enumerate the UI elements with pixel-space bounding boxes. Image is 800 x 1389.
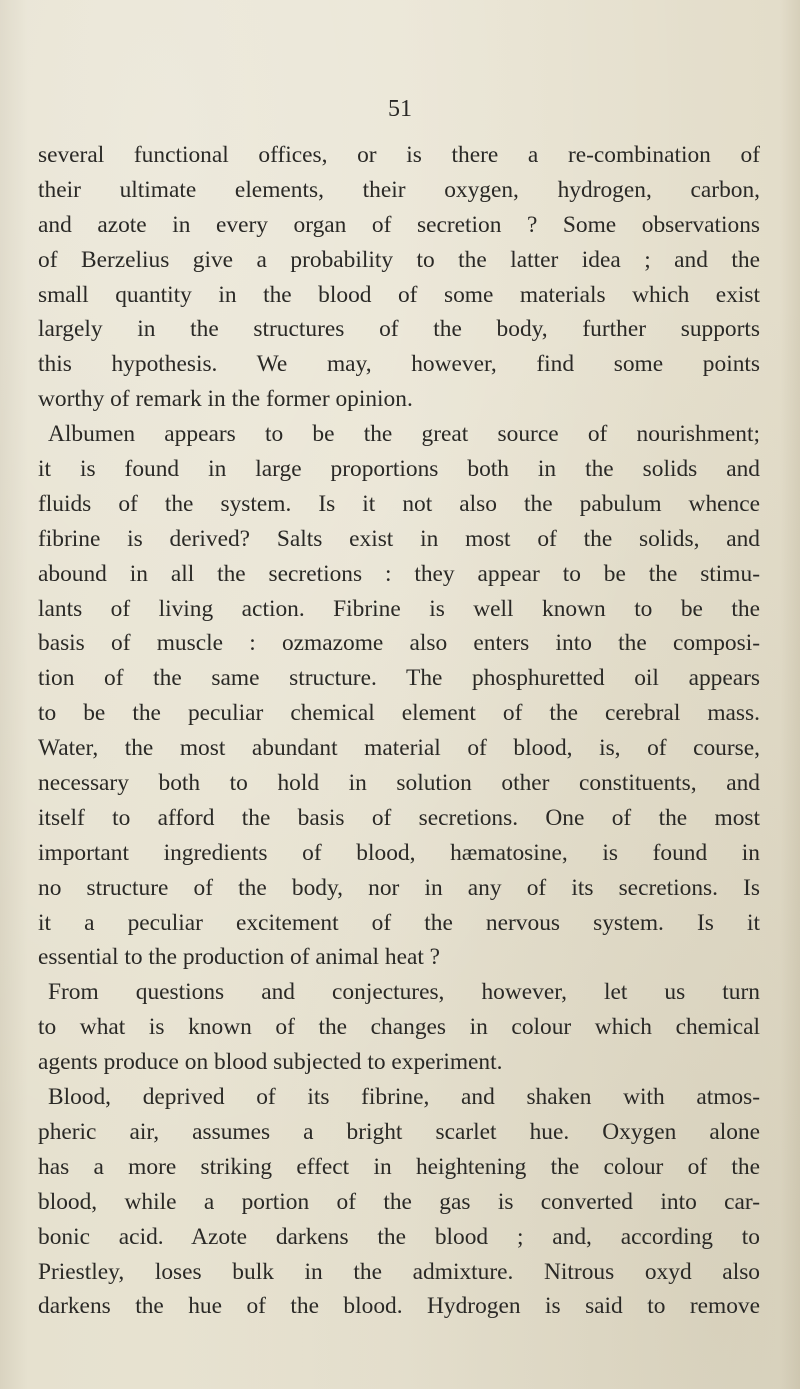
text-line: worthy of remark in the former opinion. (38, 386, 413, 413)
text-line: basis of muscle : ozmazome also enters into the composi- (38, 630, 760, 657)
text-line: it is found in large proportions both in the solids and (38, 456, 760, 483)
text-line: necessary both to hold in solution other constituents, and (38, 770, 760, 797)
text-line: blood, while a portion of the gas is converted into car- (38, 1188, 760, 1215)
text-line: agents produce on blood subjected to experiment. (38, 1049, 503, 1076)
text-line: their ultimate elements, their oxygen, hydrogen, carbon, (38, 176, 760, 203)
text-line: to what is known of the changes in colour which chemical (38, 1014, 760, 1041)
text-line: fluids of the system. Is it not also the pabulum whence (38, 490, 760, 517)
text-line: has a more striking effect in heightening the colour of the (38, 1153, 760, 1180)
page-number: 51 (388, 96, 412, 122)
text-line: itself to afford the basis of secretions. One of the most (38, 804, 760, 831)
text-line: bonic acid. Azote darkens the blood ; and, according to (38, 1223, 760, 1250)
text-line: important ingredients of blood, hæmatosine, is found in (38, 839, 760, 866)
paragraph-start-line: From questions and conjectures, however, let us turn (48, 979, 760, 1006)
text-line: to be the peculiar chemical element of the cerebral mass. (38, 700, 760, 727)
text-line: fibrine is derived? Salts exist in most of the solids, and (38, 525, 760, 552)
text-line: several functional offices, or is there a re-combination of (38, 142, 760, 168)
text-line: lants of living action. Fibrine is well known to be the (38, 595, 760, 622)
text-line: essential to the production of animal heat ? (38, 944, 441, 971)
text-line: abound in all the secretions : they appear to be the stimu- (38, 560, 760, 587)
paragraph-start-line: Albumen appears to be the great source of nourishment; (48, 421, 760, 448)
text-line: of Berzelius give a probability to the latter idea ; and the (38, 246, 760, 273)
text-line: pheric air, assumes a bright scarlet hue. Oxygen alone (38, 1118, 760, 1145)
text-line: darkens the hue of the blood. Hydrogen is said to remove (38, 1293, 760, 1320)
text-line: and azote in every organ of secretion ? Some observations (38, 211, 760, 238)
text-line: it a peculiar excitement of the nervous system. Is it (38, 909, 760, 936)
paragraph-start-line: Blood, deprived of its fibrine, and shaken with atmos- (48, 1084, 760, 1111)
body-text (38, 138, 760, 1324)
text-line: small quantity in the blood of some materials which exist (38, 281, 760, 308)
text-line: tion of the same structure. The phosphuretted oil appears (38, 665, 760, 692)
text-line: largely in the structures of the body, further supports (38, 316, 760, 343)
text-line: this hypothesis. We may, however, find some points (38, 351, 760, 378)
text-line: Water, the most abundant material of blood, is, of course, (38, 735, 760, 762)
text-line: Priestley, loses bulk in the admixture. Nitrous oxyd also (38, 1258, 760, 1285)
text-line: no structure of the body, nor in any of its secretions. Is (38, 874, 760, 901)
